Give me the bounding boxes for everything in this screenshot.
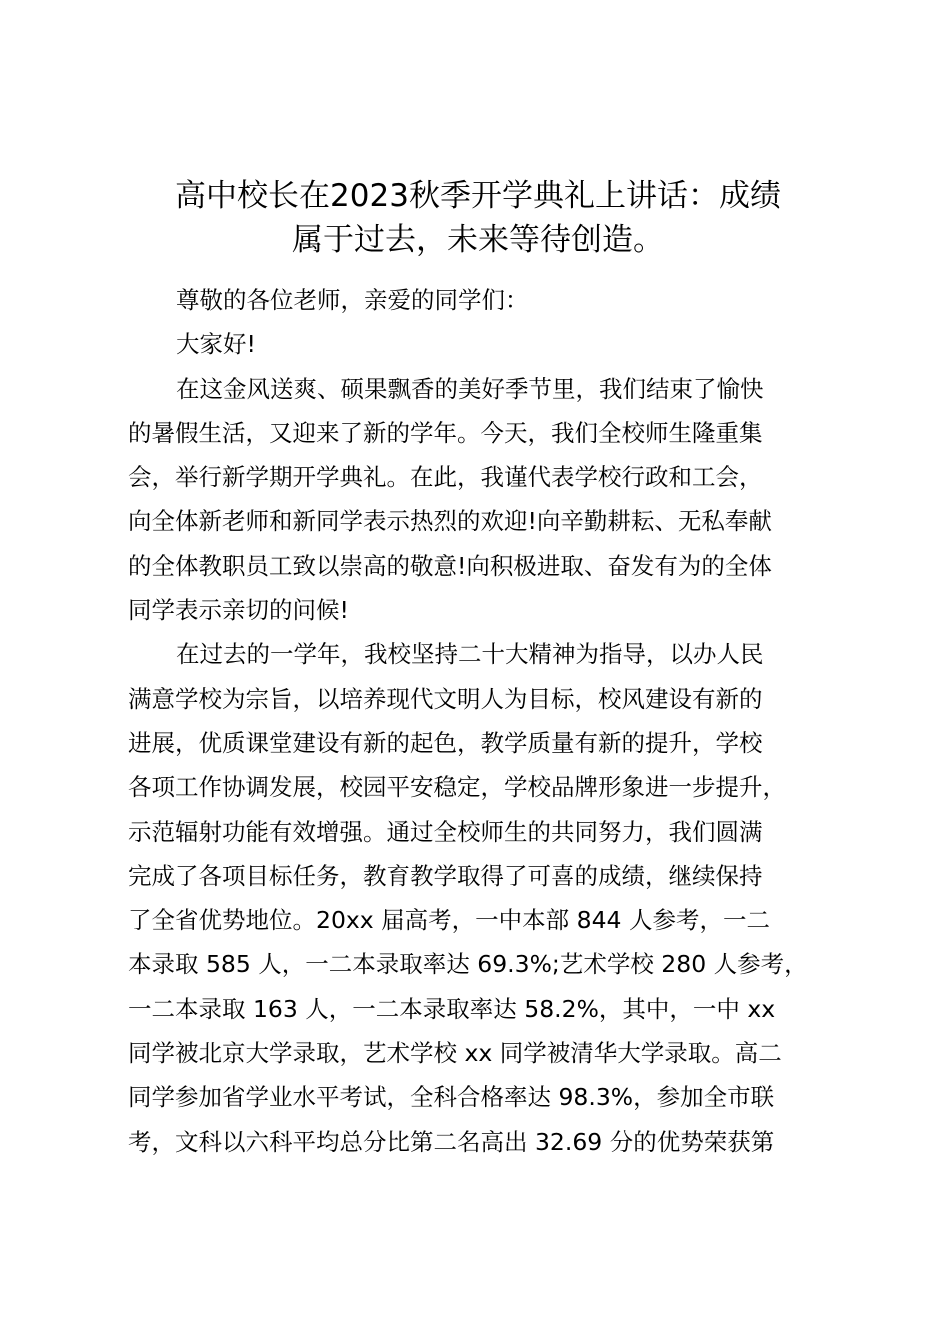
document-body: [128, 278, 828, 1164]
paragraph-line: 同学被北京大学录取，艺术学校 xx 同学被清华大学录取。高二: [128, 1039, 782, 1068]
greeting: 大家好!: [176, 330, 256, 359]
paragraph-line: 满意学校为宗旨，以培养现代文明人为目标，校风建设有新的: [128, 684, 763, 713]
paragraph-line: 进展，优质课堂建设有新的起色，教学质量有新的提升，学校: [128, 728, 763, 757]
paragraph-line: 的暑假生活，又迎来了新的学年。今天，我们全校师生隆重集: [128, 418, 763, 447]
salutation: 尊敬的各位老师，亲爱的同学们：: [176, 286, 529, 314]
paragraph-line: 在过去的一学年，我校坚持二十大精神为指导，以办人民: [176, 640, 764, 669]
paragraph-line: 在这金风送爽、硕果飘香的美好季节里，我们结束了愉快: [176, 374, 764, 403]
paragraph-line: 了全省优势地位。20xx 届高考，一中本部 844 人参考，一二: [128, 906, 770, 935]
paragraph-line: 一二本录取 163 人，一二本录取率达 58.2%，其中，一中 xx: [128, 994, 776, 1023]
paragraph-line: 考，文科以六科平均总分比第二名高出 32.69 分的优势荣获第: [128, 1127, 775, 1156]
paragraph-line: 会，举行新学期开学典礼。在此，我谨代表学校行政和工会，: [128, 463, 763, 492]
paragraph-line: 各项工作协调发展，校园平安稳定，学校品牌形象进一步提升，: [128, 773, 786, 802]
paragraph-line: 同学表示亲切的问候!: [128, 596, 349, 625]
paragraph-line: 的全体教职员工致以崇高的敬意!向积极进取、奋发有为的全体: [128, 551, 772, 580]
document-title: [120, 174, 836, 262]
paragraph-line: 本录取 585 人，一二本录取率达 69.3%;艺术学校 280 人参考，: [128, 950, 808, 979]
paragraph-line: 完成了各项目标任务，教育教学取得了可喜的成绩，继续保持: [128, 861, 763, 890]
paragraph-line: 同学参加省学业水平考试，全科合格率达 98.3%，参加全市联: [128, 1083, 775, 1112]
title-line-1: 高中校长在2023秋季开学典礼上讲话：成绩: [175, 178, 781, 214]
title-line-2: 属于过去，未来等待创造。: [292, 222, 664, 258]
paragraph-line: 示范辐射功能有效增强。通过全校师生的共同努力，我们圆满: [128, 817, 763, 846]
paragraph-line: 向全体新老师和新同学表示热烈的欢迎!向辛勤耕耘、无私奉献: [128, 507, 772, 536]
